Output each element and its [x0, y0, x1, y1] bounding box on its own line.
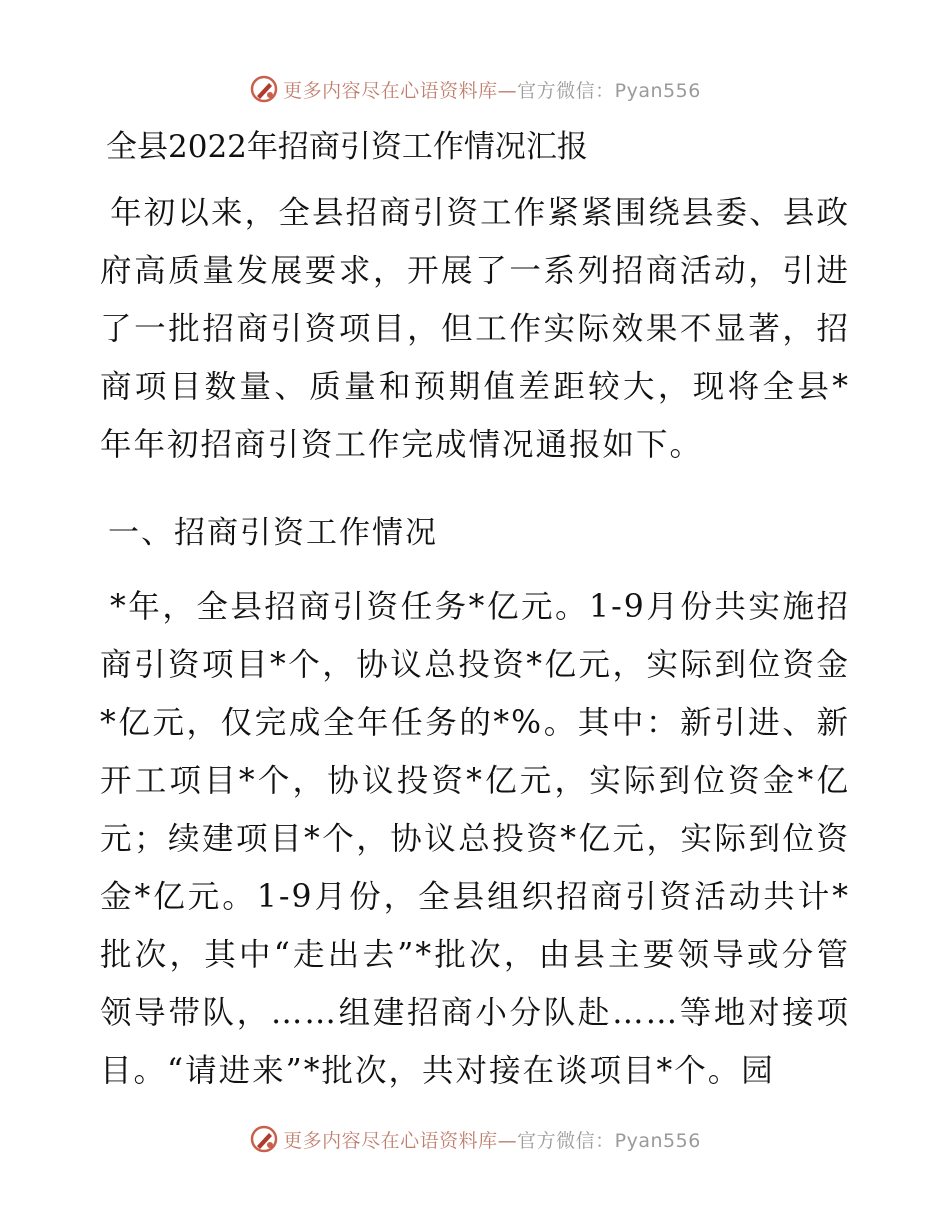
watermark-contact: 官方微信：Pyan556 — [517, 79, 701, 102]
paragraph-intro-text: 年初以来，全县招商引资工作紧紧围绕县委、县政府高质量发展要求，开展了一系列招商活动，引进了一批招商引资项目，但工作实际效果不显著，招商项目数量、质量和预期值差距较大，现将全县*年年初招商引资工作完成情况通报如下。 — [100, 195, 850, 463]
paragraph-section1 — [100, 578, 850, 1100]
footer-watermark — [0, 1122, 950, 1156]
logo-icon — [249, 74, 279, 104]
paragraph-section1-text: *年，全县招商引资任务*亿元。1-9月份共实施招商引资项目*个，协议总投资*亿元，实际到位资金*亿元，仅完成全年任务的*%。其中：新引进、新开工项目*个，协议投资*亿元，实际到位资金*亿元；续建项目*个，协议总投资*亿元，实际到位资金*亿元。1-9月份，全县组织招商引资活动共计*批次，其中“走出去”*批次，由县主要领导或分管领导带队，……组建招商小分队赴……等地对接项目。“请进来”*批次，共对接在谈项目*个。园 — [100, 589, 850, 1089]
watermark-contact: 官方微信：Pyan556 — [517, 1129, 701, 1152]
document-page — [100, 118, 850, 1100]
watermark-main: 更多内容尽在心语资料库— — [283, 79, 518, 102]
paragraph-intro — [100, 184, 850, 474]
document-title: 全县2022年招商引资工作情况汇报 — [106, 129, 588, 165]
section-heading: 一、招商引资工作情况 — [108, 515, 438, 551]
header-watermark — [0, 72, 950, 106]
watermark-text — [283, 1126, 701, 1153]
watermark-text — [283, 76, 701, 103]
watermark-main: 更多内容尽在心语资料库— — [283, 1129, 518, 1152]
logo-icon — [249, 1124, 279, 1154]
